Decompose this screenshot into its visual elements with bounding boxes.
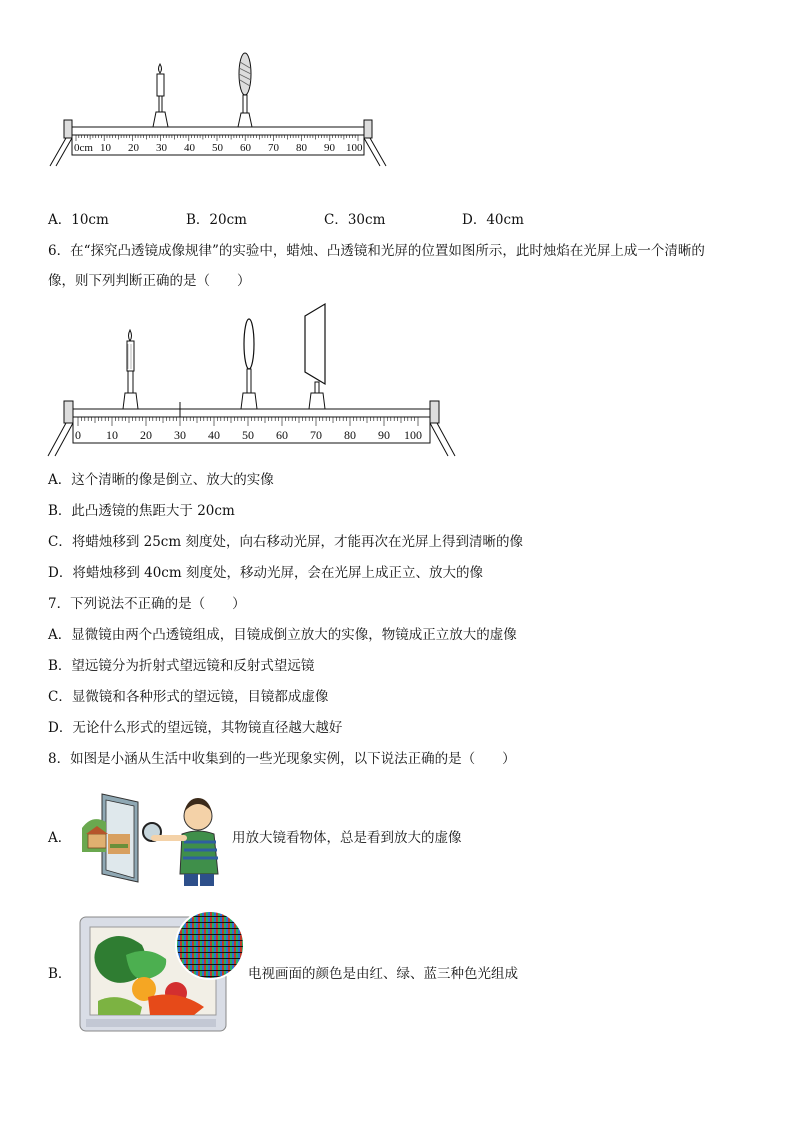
q7-option-b: B．望远镜分为折射式望远镜和反射式望远镜 <box>48 658 315 674</box>
screen-2 <box>305 304 325 409</box>
lens-2 <box>241 319 257 409</box>
ruler-label: 60 <box>276 428 288 442</box>
q6-stem-line-1: 6．在“探究凸透镜成像规律”的实验中，蜡烛、凸透镜和光屏的位置如图所示，此时烛焰在光屏上成一个清晰的 <box>48 243 705 259</box>
ruler-label: 0 <box>75 428 81 442</box>
q6-stem-line-2: 像，则下列判断正确的是（ ） <box>48 273 251 289</box>
q7-option-a: A．显微镜由两个凸透镜组成，目镜成倒立放大的实像，物镜成正立放大的虚像 <box>48 627 517 643</box>
ruler-label: 60 <box>240 142 251 154</box>
magnifier-picture <box>80 790 228 888</box>
tv-picture-svg <box>78 905 246 1037</box>
ruler-label: 30 <box>156 142 167 154</box>
q5-option-a: A．10cm <box>48 212 109 228</box>
ruler-label: 20 <box>140 428 152 442</box>
ruler-label: 10 <box>106 428 118 442</box>
ruler-label: 70 <box>268 142 279 154</box>
ruler-label: 40 <box>184 142 195 154</box>
q8-option-b-label: B． <box>48 966 72 982</box>
q8-option-a-label: A． <box>48 830 72 846</box>
optical-bench-figure-1 <box>46 50 391 170</box>
ruler-label: 80 <box>344 428 356 442</box>
q6-option-c: C．将蜡烛移到 25cm 刻度处，向右移动光屏，才能再次在光屏上得到清晰的像 <box>48 534 523 550</box>
ruler-label: 10 <box>100 142 111 154</box>
ruler-label: 100 <box>346 142 363 154</box>
ruler-label: 80 <box>296 142 307 154</box>
ruler-label: 40 <box>208 428 220 442</box>
q6-option-b: B．此凸透镜的焦距大于 20cm <box>48 503 235 519</box>
ruler-label: 90 <box>324 142 335 154</box>
q5-option-b: B．20cm <box>186 212 247 228</box>
q6-option-a: A．这个清晰的像是倒立、放大的实像 <box>48 472 274 488</box>
optical-bench-figure-2-svg <box>46 300 456 460</box>
ruler-label: 50 <box>212 142 223 154</box>
tv-picture <box>78 905 246 1037</box>
q5-option-c: C．30cm <box>324 212 386 228</box>
candle-2 <box>123 330 138 409</box>
optical-bench-figure-1-svg <box>46 50 391 170</box>
q7-option-c: C．显微镜和各种形式的望远镜，目镜都成虚像 <box>48 689 329 705</box>
q7-option-d: D．无论什么形式的望远镜，其物镜直径越大越好 <box>48 720 343 736</box>
lens-1 <box>238 53 252 127</box>
ruler-label: 70 <box>310 428 322 442</box>
optical-bench-figure-2 <box>46 300 456 460</box>
q8-stem: 8．如图是小涵从生活中收集到的一些光现象实例，以下说法正确的是（ ） <box>48 751 516 767</box>
q8-option-b-text: 电视画面的颜色是由红、绿、蓝三种色光组成 <box>248 966 518 982</box>
q6-option-d: D．将蜡烛移到 40cm 刻度处，移动光屏，会在光屏上成正立、放大的像 <box>48 565 483 581</box>
magnifier-picture-svg <box>80 790 228 888</box>
candle-1 <box>153 64 168 127</box>
ruler-label: 0cm <box>74 142 93 154</box>
ruler-label: 90 <box>378 428 390 442</box>
ruler-label: 30 <box>174 428 186 442</box>
ruler-label: 20 <box>128 142 139 154</box>
q5-option-d: D．40cm <box>462 212 524 228</box>
q7-stem: 7．下列说法不正确的是（ ） <box>48 596 246 612</box>
q8-option-a-text: 用放大镜看物体，总是看到放大的虚像 <box>232 830 462 846</box>
ruler-label: 100 <box>404 428 422 442</box>
ruler-label: 50 <box>242 428 254 442</box>
